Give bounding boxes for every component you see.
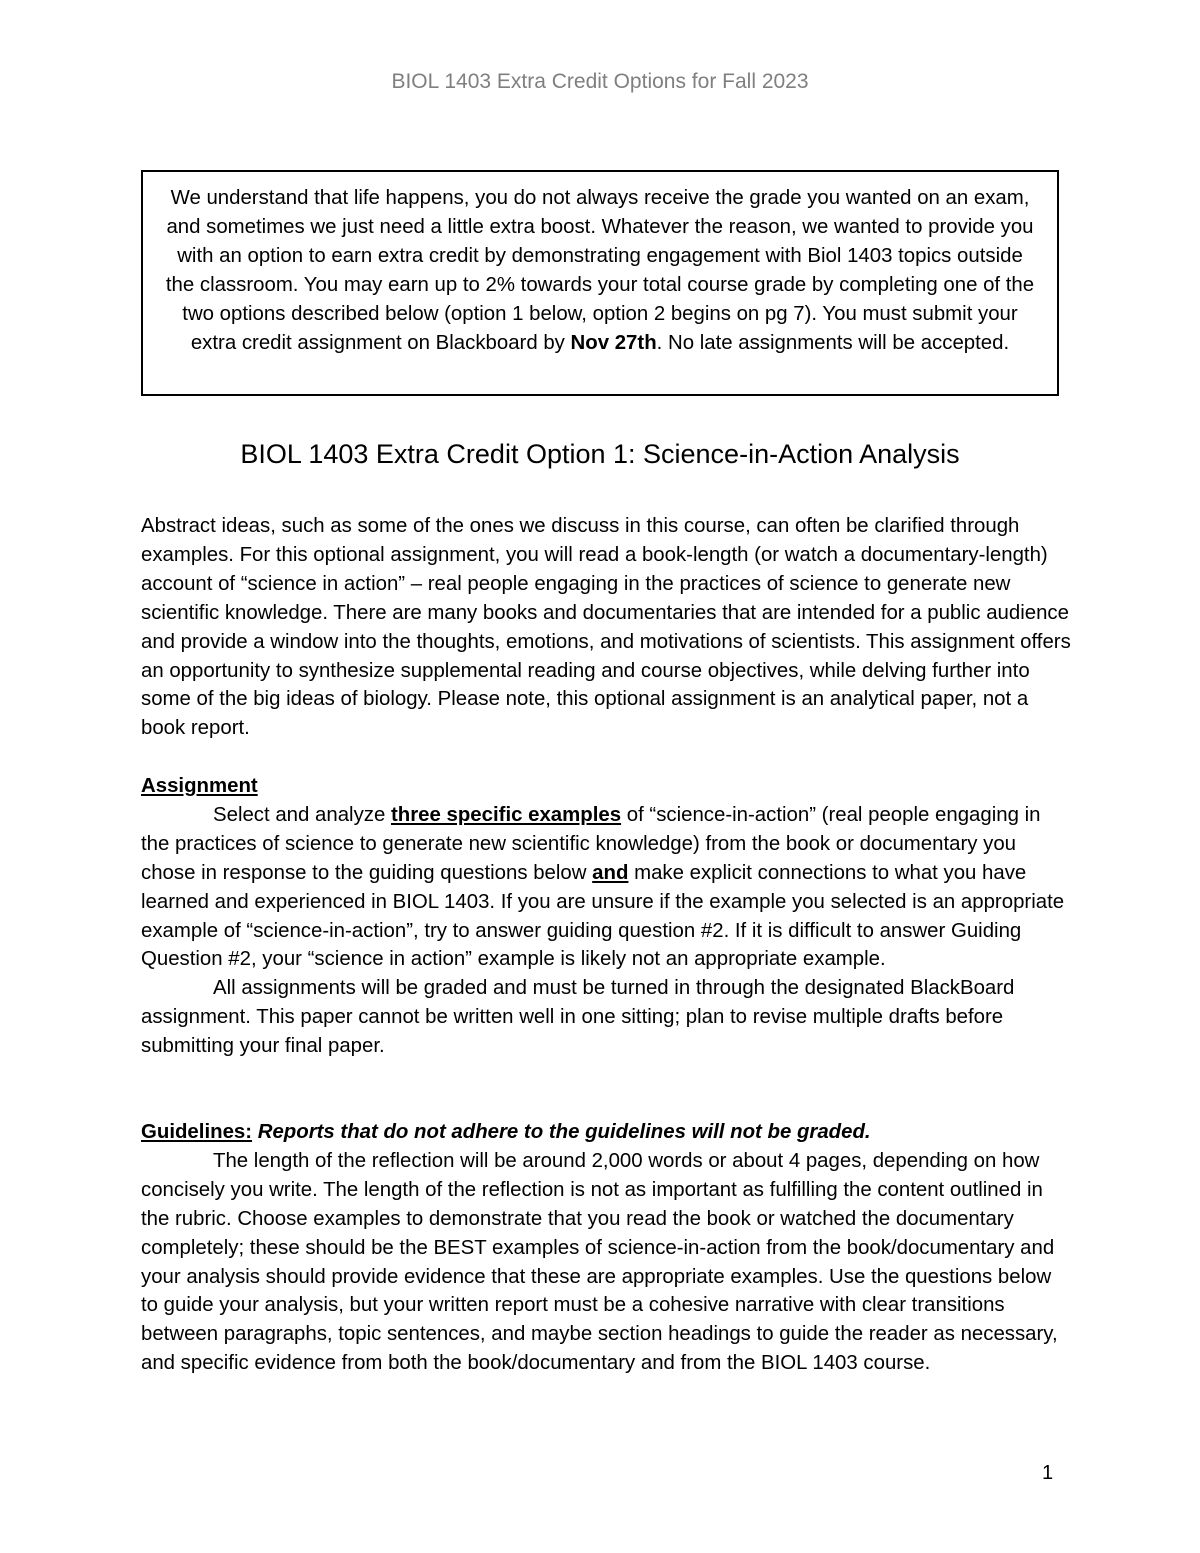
notice-text-end: . No late assignments will be accepted. bbox=[656, 331, 1010, 354]
three-examples-emphasis: three specific examples bbox=[390, 803, 622, 826]
notice-deadline: Nov 27th bbox=[570, 331, 657, 354]
extra-credit-notice-box bbox=[141, 170, 1059, 396]
page-header: BIOL 1403 Extra Credit Options for Fall 2023 bbox=[391, 70, 809, 93]
guidelines-paragraph: The length of the reflection will be around 2,000 words or about 4 pages, depending on how concisely you write. The length of the reflection is not as important as fulfilling the content outlined in the rubric. Choose examples to demonstrate that you read the book or watched the documentary completely; these should be the BEST examples of science-in-action from the book/documentary and your analysis should provide evidence that these are appropriate examples. Use the questions below to guide your analysis, but your written report must be a cohesive narrative with clear transitions between paragraphs, topic sentences, and maybe section headings to guide the reader as necessary, and specific evidence from both the book/documentary and from the BIOL 1403 course. bbox=[141, 1149, 1058, 1375]
intro-paragraph bbox=[141, 512, 1071, 743]
and-emphasis: and bbox=[592, 861, 629, 884]
guidelines-heading: Guidelines: bbox=[141, 1121, 253, 1143]
document-title: BIOL 1403 Extra Credit Option 1: Science-in-Action Analysis bbox=[240, 439, 960, 469]
assignment-paragraph-2: All assignments will be graded and must be turned in through the designated BlackBoard assignment. This paper cannot be written well in one sitting; plan to revise multiple drafts before submitting your final paper. bbox=[141, 977, 1015, 1058]
notice-text: We understand that life happens, you do not always receive the grade you wanted on an exam, and sometimes we just need a little extra boost. Whatever the reason, we wanted to provide you with an option to earn extra credit by demonstrating engagement with Biol 1403 topics outside the classroom. You may earn up to 2% towards your total course grade by completing one of the two options described below (option 1 below, option 2 begins on pg 7). You must submit your extra credit assignment on Blackboard by bbox=[165, 187, 1035, 354]
guidelines-section bbox=[141, 1118, 1071, 1378]
page-number: 1 bbox=[1042, 1462, 1054, 1484]
guidelines-warning: Reports that do not adhere to the guidelines will not be graded. bbox=[252, 1121, 871, 1143]
assignment-heading: Assignment bbox=[141, 775, 258, 797]
intro-text: Abstract ideas, such as some of the ones we discuss in this course, can often be clarified through examples. For this optional assignment, you will read a book-length (or watch a documentary-length) account of “science in action” – real people engaging in the practices of science to generate new scientific knowledge. There are many books and documentaries that are intended for a public audience and provide a window into the thoughts, emotions, and motivations of scientists. This assignment offers an opportunity to synthesize supplemental reading and course objectives, while delving further into some of the big ideas of biology. Please note, this optional assignment is an analytical paper, not a book report. bbox=[141, 515, 1071, 740]
assignment-paragraph-1: Select and analyze three specific examples of “science-in-action” (real people engaging in the practices of science to generate new scientific knowledge) from the book or documentary you chose in response to the guiding questions below and make explicit connections to what you have learned and experienced in BIOL 1403. If you are unsure if the example you selected is an appropriate example of “science-in-action”, try to answer guiding question #2. If it is difficult to answer Guiding Question #2, your “science in action” example is likely not an appropriate example. bbox=[141, 803, 1065, 971]
assignment-section bbox=[141, 772, 1071, 1061]
